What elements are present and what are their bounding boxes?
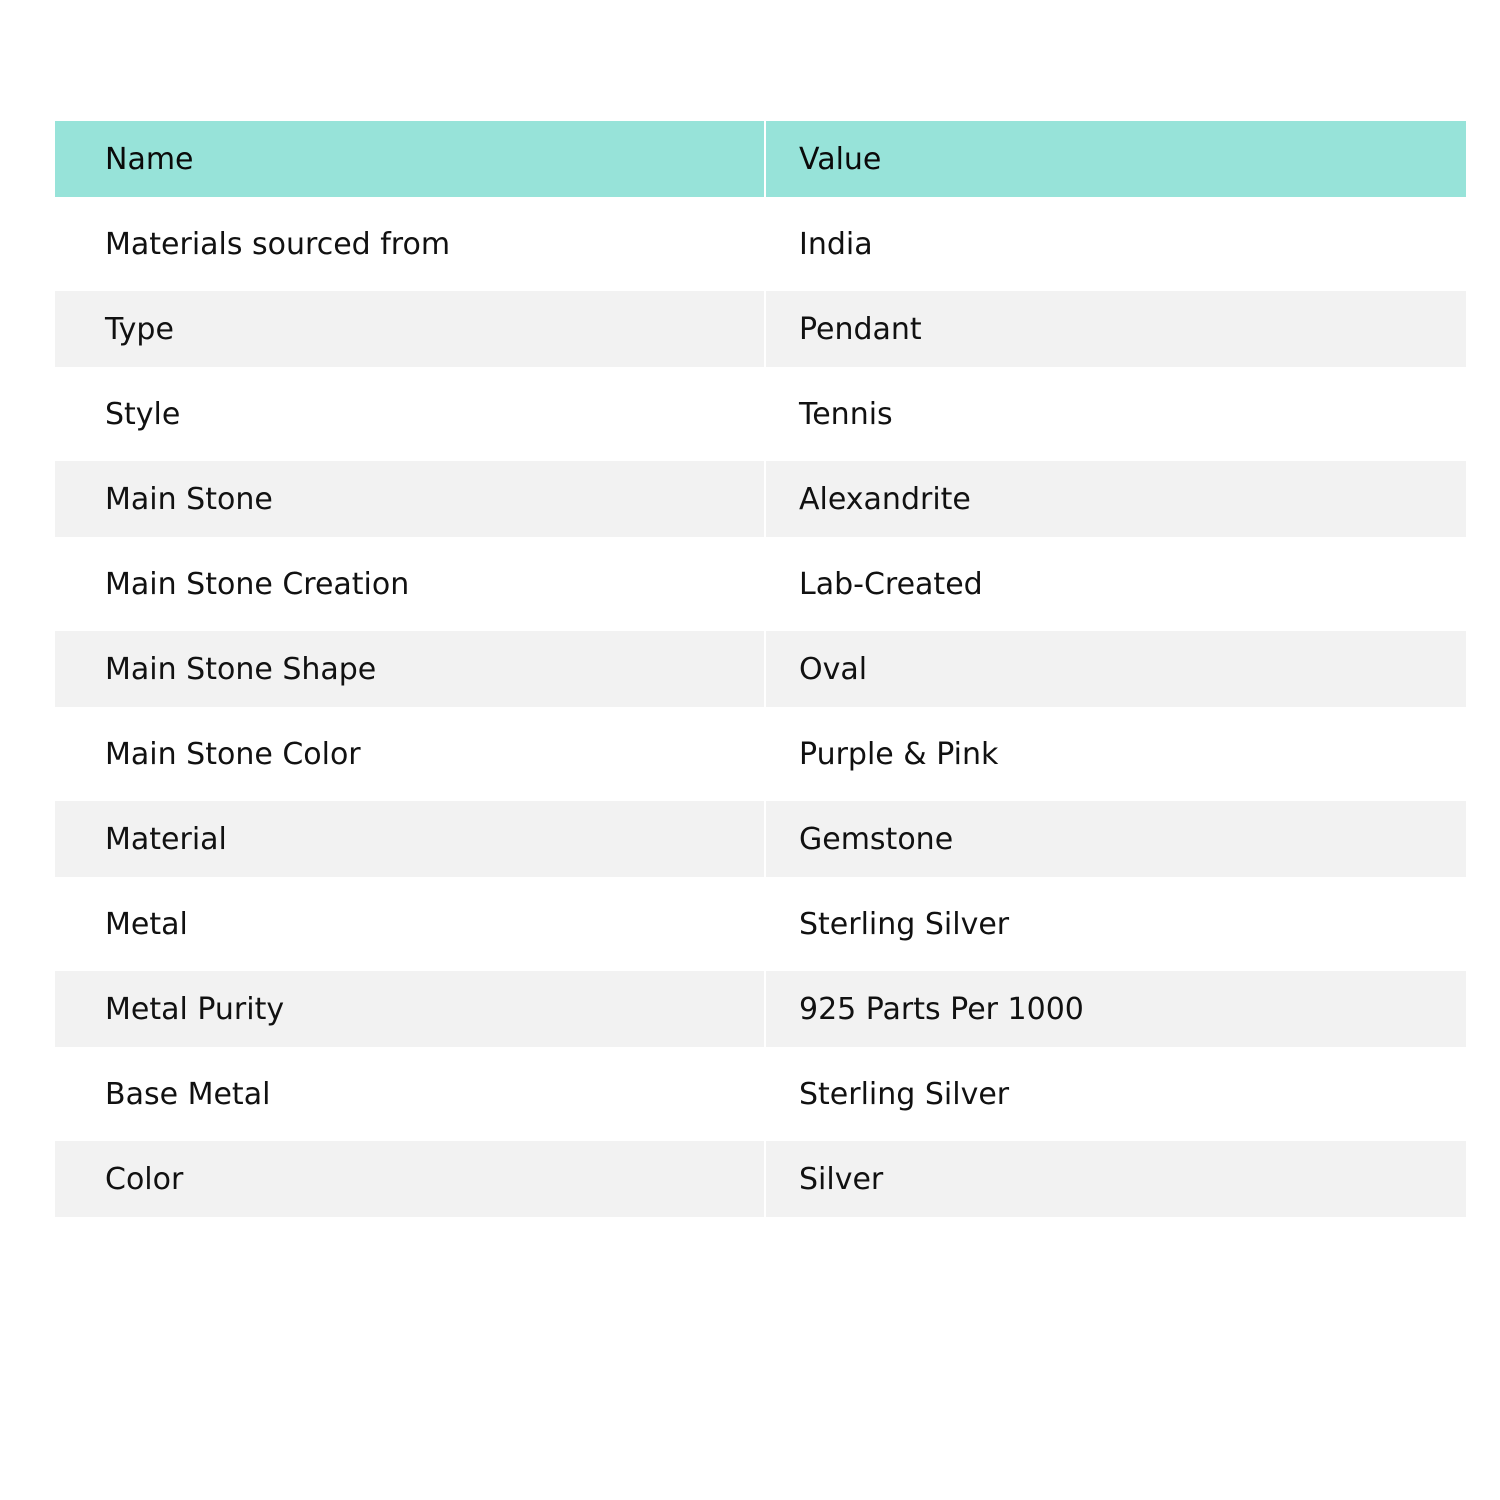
table-row — [55, 537, 1466, 631]
table-row — [55, 877, 1466, 971]
row-value: Tennis — [766, 367, 1466, 461]
row-name: Main Stone Shape — [55, 631, 766, 707]
row-value: Pendant — [766, 291, 1466, 367]
row-value: Alexandrite — [766, 461, 1466, 537]
row-name: Color — [55, 1141, 766, 1217]
row-value: Purple & Pink — [766, 707, 1466, 801]
table-body — [55, 197, 1466, 1217]
table-row — [55, 367, 1466, 461]
row-name: Type — [55, 291, 766, 367]
table-row — [55, 197, 1466, 291]
table-row — [55, 1141, 1466, 1217]
header-value: Value — [766, 121, 1466, 197]
row-name: Materials sourced from — [55, 197, 766, 291]
table-row — [55, 631, 1466, 707]
row-name: Metal — [55, 877, 766, 971]
row-value: Sterling Silver — [766, 877, 1466, 971]
specifications-table — [55, 121, 1466, 1217]
row-name: Metal Purity — [55, 971, 766, 1047]
row-name: Base Metal — [55, 1047, 766, 1141]
row-value: Gemstone — [766, 801, 1466, 877]
table-row — [55, 291, 1466, 367]
table-header — [55, 121, 1466, 197]
row-value: Sterling Silver — [766, 1047, 1466, 1141]
row-value: Silver — [766, 1141, 1466, 1217]
header-row — [55, 121, 1466, 197]
table-row — [55, 801, 1466, 877]
table-row — [55, 1047, 1466, 1141]
row-name: Main Stone Color — [55, 707, 766, 801]
row-name: Main Stone — [55, 461, 766, 537]
table-row — [55, 461, 1466, 537]
row-name: Main Stone Creation — [55, 537, 766, 631]
row-name: Style — [55, 367, 766, 461]
header-name: Name — [55, 121, 766, 197]
table-row — [55, 707, 1466, 801]
table-row — [55, 971, 1466, 1047]
row-value: Lab-Created — [766, 537, 1466, 631]
row-value: India — [766, 197, 1466, 291]
row-value: 925 Parts Per 1000 — [766, 971, 1466, 1047]
row-name: Material — [55, 801, 766, 877]
row-value: Oval — [766, 631, 1466, 707]
